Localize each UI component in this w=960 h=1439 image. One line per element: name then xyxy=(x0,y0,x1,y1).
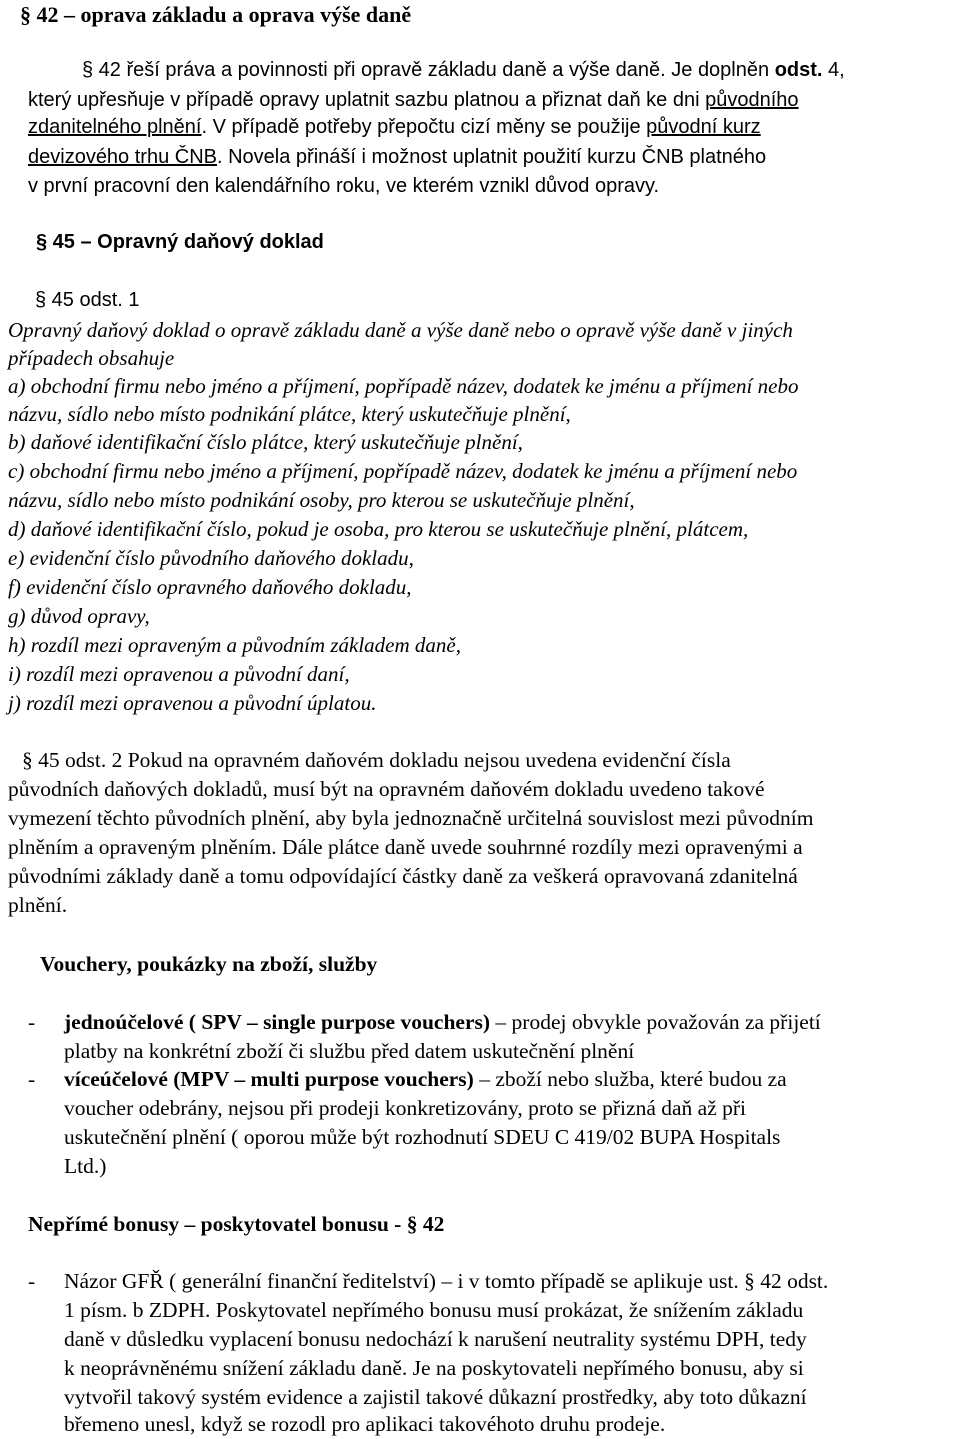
section-45-heading: § 45 – Opravný daňový doklad xyxy=(36,231,324,253)
odst-1-intro-line-2: případech obsahuje xyxy=(8,346,175,370)
spv-line-2: platby na konkrétní zboží či službu před datem uskutečnění plnění xyxy=(64,1039,635,1063)
odst-2-line-6: plnění. xyxy=(8,893,68,917)
list-item: a) obchodní firmu nebo jméno a příjmení, popřípadě název, dodatek ke jménu a příjmení nebo xyxy=(8,374,799,398)
odst-2-line-1: § 45 odst. 2 Pokud na opravném daňovém dokladu nejsou uvedena evidenční čísla xyxy=(22,748,731,772)
list-item: d) daňové identifikační číslo, pokud je osoba, pro kterou se uskutečňuje plnění, plátcem, xyxy=(8,517,749,541)
list-item: i) rozdíl mezi opravenou a původní daní, xyxy=(8,662,350,686)
mpv-line-2: voucher odebrány, nejsou při prodeji konkretizovány, proto se přizná daň až při xyxy=(64,1096,746,1120)
list-item: f) evidenční číslo opravného daňového dokladu, xyxy=(8,575,412,599)
bonus-line-3: daně v důsledku vyplacení bonusu nedochází k narušení neutrality systému DPH, tedy xyxy=(64,1327,807,1351)
list-item: c) obchodní firmu nebo jméno a příjmení, popřípadě název, dodatek ke jménu a příjmení nebo xyxy=(8,459,798,483)
list-item: b) daňové identifikační číslo plátce, který uskutečňuje plnění, xyxy=(8,430,523,454)
mpv-line-4: Ltd.) xyxy=(64,1154,107,1178)
section-42-paragraph-line-3: zdanitelného plnění. V případě potřeby přepočtu cizí měny se použije původní kurz xyxy=(28,116,761,138)
list-item: názvu, sídlo nebo místo podnikání plátce, který uskutečňuje plnění, xyxy=(8,402,571,426)
bonus-line-5: vytvořil takový systém evidence a zajistil takové důkazní prostředky, aby toto důkazní xyxy=(64,1385,807,1409)
odst-1-intro-line-1: Opravný daňový doklad o opravě základu daně a výše daně nebo o opravě výše daně v jiných xyxy=(8,318,793,342)
mpv-line-1: víceúčelové (MPV – multi purpose vouchers) – zboží nebo služba, které budou za xyxy=(64,1067,787,1091)
list-item: názvu, sídlo nebo místo podnikání osoby, pro kterou se uskutečňuje plnění, xyxy=(8,488,635,512)
section-42-paragraph-line-5: v první pracovní den kalendářního roku, ve kterém vznikl důvod opravy. xyxy=(28,175,660,197)
bonus-line-1: Názor GFŘ ( generální finanční ředitelství) – i v tomto případě se aplikuje ust. § 42 odst. xyxy=(64,1269,829,1293)
bullet-dash: - xyxy=(28,1067,36,1091)
odst-2-line-4: plněním a opraveným plněním. Dále plátce daně uvede souhrnné rozdíly mezi opravenými a xyxy=(8,835,803,859)
bonus-line-4: k neoprávněnému snížení základu daně. Je na poskytovateli nepřímého bonusu, aby si xyxy=(64,1356,804,1380)
section-45-odst-1-label: § 45 odst. 1 xyxy=(35,289,140,311)
odst-2-line-2: původních daňových dokladů, musí být na opravném daňovém dokladu uvedeno takové xyxy=(8,777,765,801)
section-42-paragraph-line-2: který upřesňuje v případě opravy uplatnit sazbu platnou a přiznat daň ke dni původního xyxy=(28,89,799,111)
section-42-heading: § 42 – oprava základu a oprava výše daně xyxy=(20,2,412,27)
list-item: h) rozdíl mezi opraveným a původním základem daně, xyxy=(8,633,461,657)
bullet-dash: - xyxy=(28,1269,36,1293)
spv-line-1: jednoúčelové ( SPV – single purpose vouchers) – prodej obvykle považován za přijetí xyxy=(64,1010,821,1034)
section-42-paragraph-line-1: § 42 řeší práva a povinnosti při opravě základu daně a výše daně. Je doplněn odst. 4, xyxy=(82,59,845,81)
bonus-line-6: břemeno unesl, když se rozodl pro aplikaci takovéhoto druhu prodeje. xyxy=(64,1412,666,1436)
odst-2-line-5: původními základy daně a tomu odpovídající částky daně za veškerá opravovaná zdanitelná xyxy=(8,864,798,888)
list-item: j) rozdíl mezi opravenou a původní úplatou. xyxy=(8,691,377,715)
bullet-dash: - xyxy=(28,1010,36,1034)
mpv-line-3: uskutečnění plnění ( oporou může být rozhodnutí SDEU C 419/02 BUPA Hospitals xyxy=(64,1125,781,1149)
bonus-line-2: 1 písm. b ZDPH. Poskytovatel nepřímého bonusu musí prokázat, že snížením základu xyxy=(64,1298,804,1322)
odst-2-line-3: vymezení těchto původních plnění, aby byla jednoznačně určitelná souvislost mezi původním xyxy=(8,806,814,830)
bonus-heading: Nepřímé bonusy – poskytovatel bonusu - § 42 xyxy=(28,1212,445,1236)
section-42-paragraph-line-4: devizového trhu ČNB. Novela přináší i možnost uplatnit použití kurzu ČNB platného xyxy=(28,146,767,168)
vouchers-heading: Vouchery, poukázky na zboží, služby xyxy=(40,952,378,976)
list-item: g) důvod opravy, xyxy=(8,604,150,628)
list-item: e) evidenční číslo původního daňového dokladu, xyxy=(8,546,414,570)
